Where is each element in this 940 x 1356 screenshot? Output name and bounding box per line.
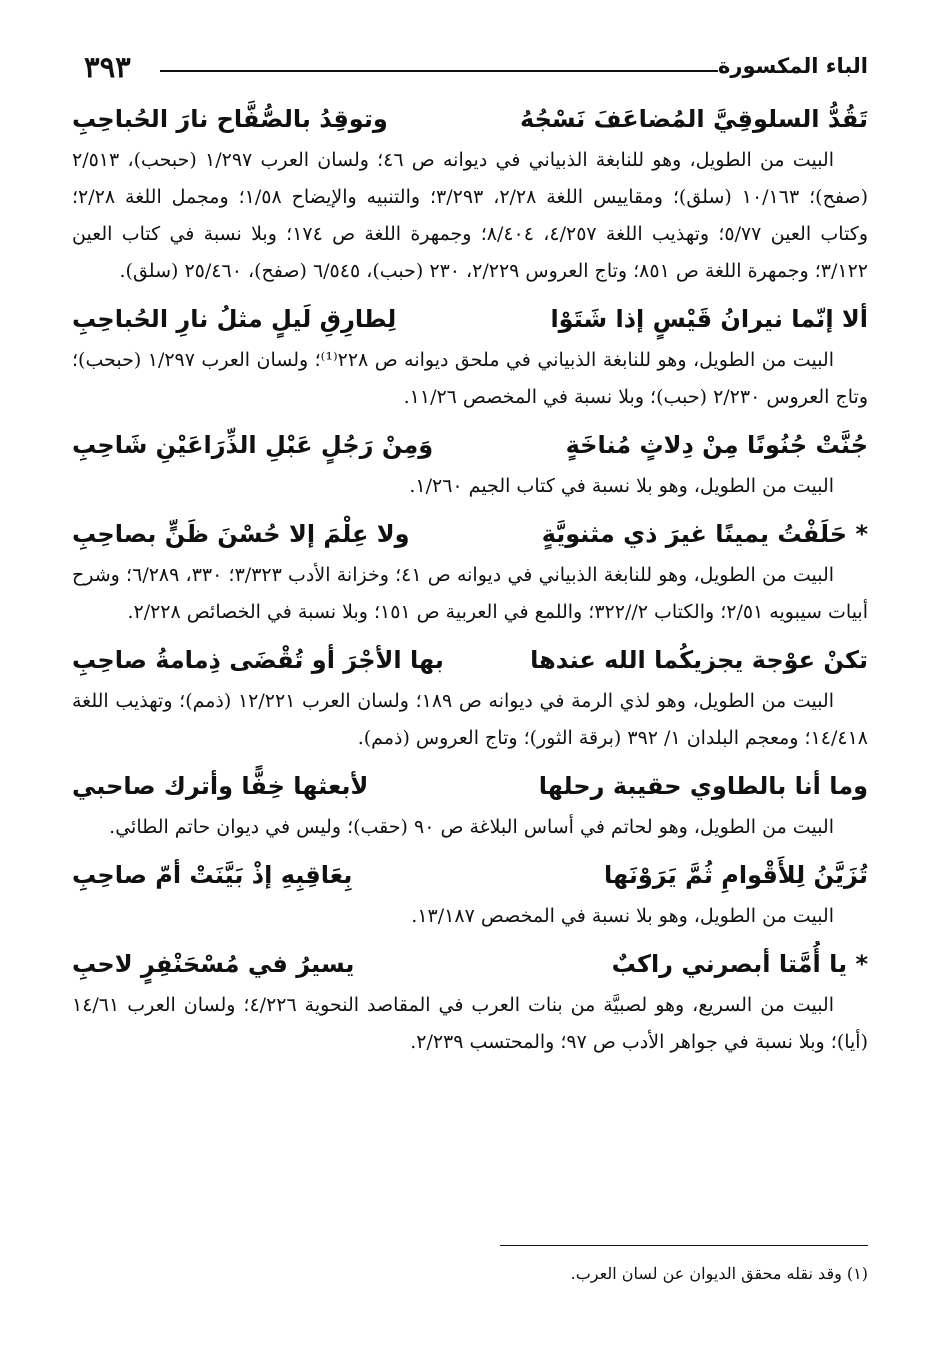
footnote: (١) وقد نقله محقق الديوان عن لسان العرب. <box>570 1264 868 1283</box>
entry-1 <box>72 96 868 290</box>
entry-2 <box>72 296 868 416</box>
verse-second-hemistich: يسيرُ في مُسْحَنْفِرٍ لاحبِ <box>72 950 355 978</box>
verse-second-hemistich: ولا عِلْمَ إلا حُسْنَ ظَنٍّ بصاحِبِ <box>72 520 410 548</box>
verse-line <box>72 96 868 142</box>
verse-line <box>72 852 868 898</box>
verse-first-hemistich: تُزَيَّنُ لِلأَقْوامِ ثُمَّ يَرَوْنَها <box>604 861 868 889</box>
verse-first-hemistich: * يا أُمَّتا أبصرني راكبٌ <box>611 950 868 978</box>
verse-second-hemistich: لأبعثها خِفًّا وأترك صاحبي <box>72 772 369 800</box>
verse-line <box>72 296 868 342</box>
verse-first-hemistich: تَقُدُّ السلوقِيَّ المُضاعَفَ نَسْجُهُ <box>520 105 868 133</box>
verse-commentary: البيت من الطويل، وهو لذي الرمة في ديوانه ص ١٨٩؛ ولسان العرب ١٢/٢٢١ (ذمم)؛ وتهذيب اللغة ١٤/٤١٨؛ ومعجم البلدان ١/ ٣٩٢ (برقة الثور)؛ وتاج العروس (ذمم). <box>72 690 868 749</box>
entry-3 <box>72 422 868 505</box>
verse-commentary: البيت من الطويل، وهو للنابغة الذبياني في ملحق ديوانه ص ٢٢٨⁽¹⁾؛ ولسان العرب ١/٢٩٧ (حبحب)؛ وتاج العروس ٢/٢٣٠ (حبب)؛ وبلا نسبة في المخصص ١١/٢٦. <box>72 349 868 408</box>
entry-4 <box>72 511 868 631</box>
verse-line <box>72 941 868 987</box>
page-header <box>84 44 868 88</box>
verse-first-hemistich: * حَلَفْتُ يمينًا غيرَ ذي مثنويَّةٍ <box>541 520 868 548</box>
verse-second-hemistich: وَمِنْ رَجُلٍ عَبْلِ الذِّرَاعَيْنِ شَاحِبِ <box>72 431 434 459</box>
entry-5 <box>72 637 868 757</box>
verse-commentary: البيت من الطويل، وهو بلا نسبة في كتاب الجيم ١/٢٦٠. <box>409 475 834 497</box>
verse-line <box>72 763 868 809</box>
verse-commentary: البيت من السريع، وهو لصبيَّة من بنات العرب في المقاصد النحوية ٤/٢٢٦؛ ولسان العرب ١٤/٦١ (أيا)؛ وبلا نسبة في جواهر الأدب ص ٩٧؛ والمحتسب ٢/٢٣٩. <box>72 994 868 1053</box>
verse-second-hemistich: بِعَاقِبِهِ إذْ بَيَّنَتْ أمّ صاحِبِ <box>72 861 353 889</box>
verse-line <box>72 637 868 683</box>
verse-first-hemistich: جُنَّتْ جُنُونًا مِنْ دِلاثٍ مُناخَةٍ <box>565 431 868 459</box>
running-title: الباء المكسورة <box>718 54 868 78</box>
page-body <box>72 96 868 1067</box>
verse-first-hemistich: وما أنا بالطاوي حقيبة رحلها <box>538 772 868 800</box>
verse-second-hemistich: لِطارِقِ لَيلٍ مثلُ نارِ الحُباحِبِ <box>72 305 397 333</box>
header-rule <box>160 70 718 72</box>
entry-7 <box>72 852 868 935</box>
verse-first-hemistich: ألا إنّما نيرانُ قَيْسٍ إذا شَتَوْا <box>550 305 868 333</box>
verse-line <box>72 511 868 557</box>
verse-second-hemistich: بها الأجْرَ أو تُقْضَى ذِمامةُ صاحِبِ <box>72 646 444 674</box>
verse-commentary: البيت من الطويل، وهو للنابغة الذبياني في ديوانه ص ٤١؛ وخزانة الأدب ٣/٣٢٣؛ ٣٣٠، ٦/٢٨٩؛ وشرح أبيات سيبويه ٢/٥١؛ والكتاب ٢//٣٢٢؛ واللمع في العربية ص ١٥١؛ وبلا نسبة في الخصائص ٢/٢٢٨. <box>72 564 868 623</box>
entry-6 <box>72 763 868 846</box>
verse-line <box>72 422 868 468</box>
verse-commentary: البيت من الطويل، وهو للنابغة الذبياني في ديوانه ص ٤٦؛ ولسان العرب ١/٢٩٧ (حبحب)، ٢/٥١٣ (صفح)؛ ١٠/١٦٣ (سلق)؛ ومقاييس اللغة ٢/٢٨، ٣/٢٩٣؛ والتنبيه والإيضاح ١/٥٨؛ ومجمل اللغة ٢/٢٨؛ وكتاب العين ٥/٧٧؛ وتهذيب اللغة ٤/٢٥٧، ٨/٤٠٤؛ وجمهرة اللغة ص ١٧٤؛ وبلا نسبة في كتاب العين ٣/١٢٢؛ وجمهرة اللغة ص ٨٥١؛ وتاج العروس ٢/٢٢٩، ٢٣٠ (حبب)، ٦/٥٤٥ (صفح)، ٢٥/٤٦٠ (سلق). <box>72 149 869 282</box>
page-number: ٣٩٣ <box>84 50 131 84</box>
verse-commentary: البيت من الطويل، وهو لحاتم في أساس البلاغة ص ٩٠ (حقب)؛ وليس في ديوان حاتم الطائي. <box>109 816 834 838</box>
verse-commentary: البيت من الطويل، وهو بلا نسبة في المخصص ١٣/١٨٧. <box>411 905 834 927</box>
footnote-separator <box>500 1245 868 1246</box>
verse-first-hemistich: تكنْ عوْجة يجزيكُما الله عندها <box>530 646 868 674</box>
entry-8 <box>72 941 868 1061</box>
verse-second-hemistich: وتوقِدُ بالصُّفَّاح نارَ الحُباحِبِ <box>72 105 388 133</box>
